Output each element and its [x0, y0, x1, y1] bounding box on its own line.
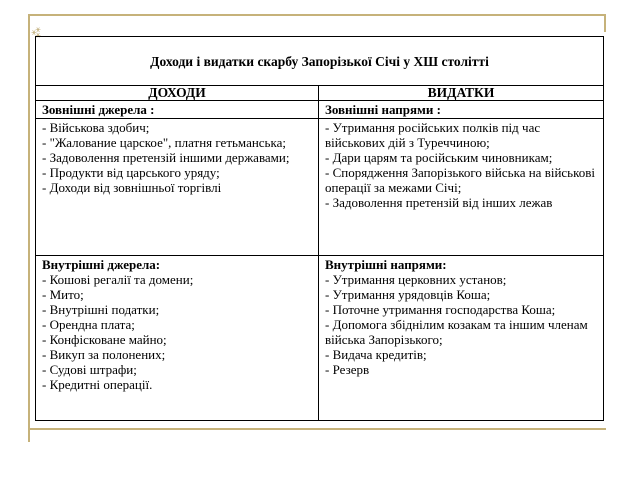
- corner-ornament-icon: ⁂: [30, 27, 43, 38]
- list-item: - Видача кредитів;: [325, 347, 427, 362]
- list-item: - "Жалование царское", платня гетьманська;: [42, 135, 286, 150]
- slide-top-rule: [28, 14, 606, 16]
- title-row: [36, 37, 604, 86]
- list-item: - Спорядження Запорізького війська на військові операції за межами Січі;: [325, 165, 596, 195]
- list-item: - Продукти від царського уряду;: [42, 165, 220, 180]
- list-item: - Утримання урядовців Коша;: [325, 287, 491, 302]
- list-item: - Утримання церковних установ;: [325, 272, 507, 287]
- list-item: - Викуп за полонених;: [42, 347, 166, 362]
- list-item: - Доходи від зовнішньої торгівлі: [42, 180, 222, 195]
- external-income-list: [36, 119, 319, 256]
- expense-header: ВИДАТКИ: [319, 86, 604, 101]
- list-item: - Мито;: [42, 287, 84, 302]
- list-item: - Кошові регалії та домени;: [42, 272, 194, 287]
- internal-income-list: [36, 256, 319, 421]
- list-item: - Допомога збіднілим козакам та іншим членам війська Запорізького;: [325, 317, 588, 347]
- slide-right-rule: [604, 14, 606, 32]
- list-item: - Кредитні операції.: [42, 377, 153, 392]
- list-item: - Внутрішні податки;: [42, 302, 160, 317]
- list-item: - Військова здобич;: [42, 120, 150, 135]
- list-item: - Поточне утримання господарства Коша;: [325, 302, 556, 317]
- list-item: - Дари царям та російським чиновникам;: [325, 150, 553, 165]
- list-item: - Орендна плата;: [42, 317, 135, 332]
- list-item: - Судові штрафи;: [42, 362, 137, 377]
- external-expense-title: Зовнішні напрями :: [319, 101, 604, 119]
- internal-items-row: [36, 256, 604, 421]
- internal-expense-title: Внутрішні напрями:: [325, 257, 447, 272]
- internal-expense-list: [319, 256, 604, 421]
- header-row: [36, 86, 604, 101]
- external-income-title: Зовнішні джерела :: [36, 101, 319, 119]
- table-title: Доходи і видатки скарбу Запорізької Січі у ХШ столітті: [36, 37, 604, 86]
- list-item: - Утримання російських полків під час військових дій з Туреччиною;: [325, 120, 541, 150]
- list-item: - Задоволення претензій від інших лежав: [325, 195, 553, 210]
- external-expense-list: [319, 119, 604, 256]
- income-expense-table: [35, 36, 604, 421]
- income-header: ДОХОДИ: [36, 86, 319, 101]
- list-item: - Резерв: [325, 362, 370, 377]
- slide-bottom-rule: [28, 428, 606, 430]
- internal-income-title: Внутрішні джерела:: [42, 257, 161, 272]
- list-item: - Конфісковане майно;: [42, 332, 167, 347]
- list-item: - Задоволення претензій іншими державами;: [42, 150, 290, 165]
- external-items-row: [36, 119, 604, 256]
- external-title-row: [36, 101, 604, 119]
- slide-left-rule: [28, 14, 30, 442]
